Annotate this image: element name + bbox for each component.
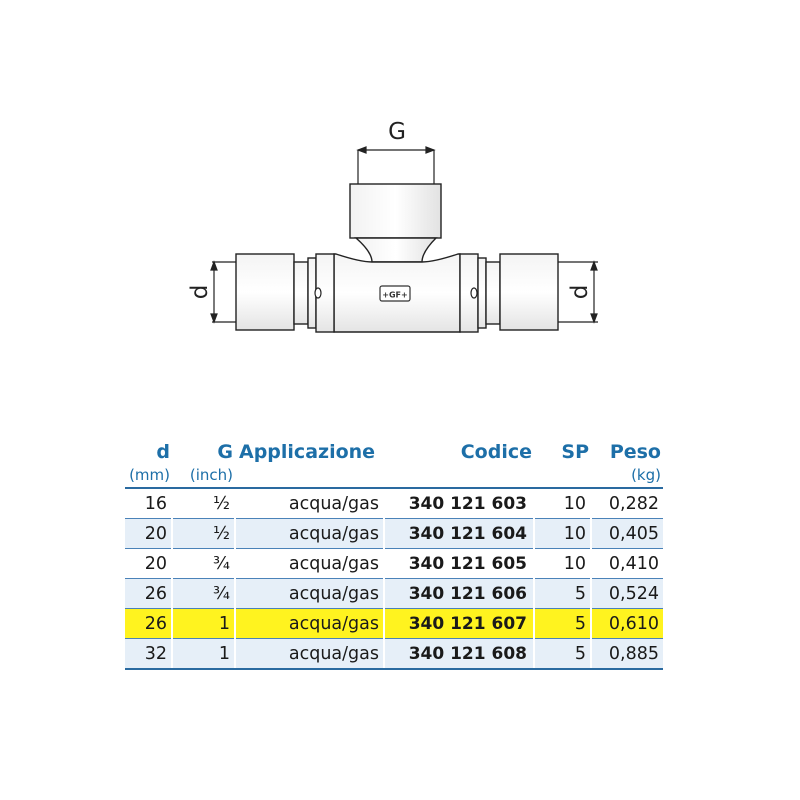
left-inspection-hole	[315, 288, 321, 298]
top-neck	[356, 238, 436, 262]
header-d: d	[156, 441, 170, 463]
table-row	[125, 579, 663, 609]
cell-g: ¾	[172, 549, 235, 579]
cell-codice: 340 121 606	[384, 579, 534, 609]
cell-peso: 0,885	[591, 639, 663, 670]
right-ring-2	[478, 258, 486, 328]
cell-codice: 340 121 604	[384, 519, 534, 549]
table-row	[125, 549, 663, 579]
cell-g: 1	[172, 609, 235, 639]
cell-g: ¾	[172, 579, 235, 609]
cell-peso: 0,524	[591, 579, 663, 609]
cell-applicazione: acqua/gas	[235, 639, 384, 670]
unit-g: (inch)	[172, 463, 235, 488]
right-ring-1	[486, 262, 500, 324]
cell-peso: 0,282	[591, 488, 663, 519]
unit-codice	[384, 463, 534, 488]
table-header	[125, 436, 663, 488]
table-row	[125, 488, 663, 519]
spec-table	[125, 436, 663, 670]
header-applicazione: Applicazione	[239, 441, 376, 463]
table-body	[125, 488, 663, 669]
header-sp: SP	[561, 441, 589, 463]
cell-applicazione: acqua/gas	[235, 609, 384, 639]
cell-applicazione: acqua/gas	[235, 549, 384, 579]
top-connector	[350, 184, 441, 238]
cell-codice: 340 121 603	[384, 488, 534, 519]
label-d-right: d	[567, 284, 593, 300]
cell-peso: 0,410	[591, 549, 663, 579]
label-G: G	[388, 119, 406, 145]
dimension-d-left	[211, 262, 236, 322]
cell-codice: 340 121 608	[384, 639, 534, 670]
cell-sp: 10	[534, 488, 591, 519]
cell-g: ½	[172, 519, 235, 549]
cell-d: 20	[125, 519, 172, 549]
fitting-body	[236, 184, 558, 332]
cell-sp: 5	[534, 609, 591, 639]
unit-d: (mm)	[125, 463, 172, 488]
cell-sp: 5	[534, 639, 591, 670]
cell-d: 26	[125, 609, 172, 639]
table-row	[125, 639, 663, 670]
unit-sp	[534, 463, 591, 488]
svg-text:+GF+: +GF+	[382, 290, 408, 300]
cell-d: 32	[125, 639, 172, 670]
header-peso: Peso	[609, 441, 661, 463]
right-inspection-hole	[471, 288, 477, 298]
gf-logo	[380, 286, 410, 301]
table-row	[125, 519, 663, 549]
cell-codice: 340 121 607	[384, 609, 534, 639]
unit-applicazione	[235, 463, 384, 488]
cell-sp: 10	[534, 549, 591, 579]
dimension-G	[358, 147, 434, 184]
left-ring-1	[294, 262, 308, 324]
unit-peso: (kg)	[591, 463, 663, 488]
cell-sp: 5	[534, 579, 591, 609]
table-row-highlighted	[125, 609, 663, 639]
left-press-sleeve	[236, 254, 294, 330]
cell-applicazione: acqua/gas	[235, 519, 384, 549]
cell-applicazione: acqua/gas	[235, 579, 384, 609]
right-press-sleeve	[500, 254, 558, 330]
cell-g: 1	[172, 639, 235, 670]
header-codice: Codice	[460, 441, 532, 463]
cell-codice: 340 121 605	[384, 549, 534, 579]
cell-peso: 0,405	[591, 519, 663, 549]
cell-d: 20	[125, 549, 172, 579]
cell-applicazione: acqua/gas	[235, 488, 384, 519]
cell-g: ½	[172, 488, 235, 519]
cell-peso: 0,610	[591, 609, 663, 639]
cell-sp: 10	[534, 519, 591, 549]
header-g: G	[217, 441, 233, 463]
cell-d: 16	[125, 488, 172, 519]
cell-d: 26	[125, 579, 172, 609]
label-d-left: d	[187, 284, 213, 300]
